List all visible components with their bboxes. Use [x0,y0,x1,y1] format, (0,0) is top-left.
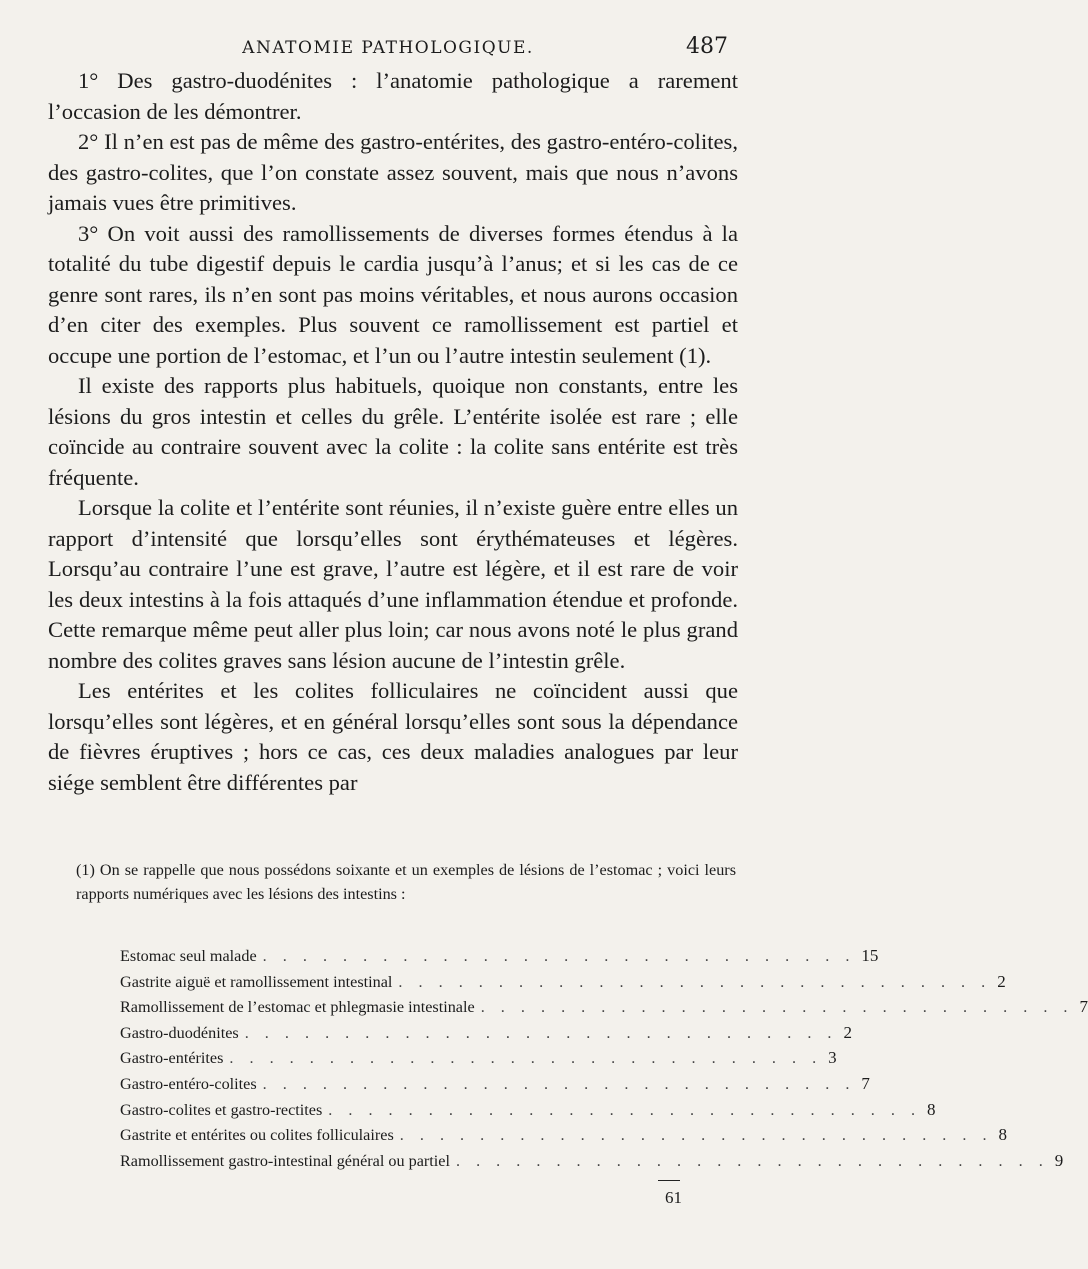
stat-label: Estomac seul malade [120,947,257,965]
stat-value: 3 [828,1048,837,1068]
stat-row [120,946,879,972]
dot-leader: . . . . . . . . . . . . . . . . . . . . . . . . . . . . . . [328,1100,922,1119]
stat-row [120,971,1006,998]
stat-label: Gastro-entérites [120,1049,224,1068]
stat-label: Gastrite et entérites ou colites folliculaires [120,1126,394,1145]
stat-value: 15 [861,946,879,965]
paragraph: Les entérites et les colites folliculaires ne coïncident aussi que lorsqu’elles sont légères, et en général lorsqu’elles sont sous la dépendance de fièvres éruptives ; hors ce cas, ces deux maladies analogues par leur siége semblent être différentes par [48,678,738,795]
running-title: ANATOMIE PATHOLOGIQUE. [242,38,534,58]
stat-value: 9 [1054,1150,1064,1170]
stat-value: 8 [998,1125,1008,1145]
stat-label: Gastrite aiguë et ramollissement intestinal [120,972,393,991]
dot-leader: . . . . . . . . . . . . . . . . . . . . . . . . . . . . . . [229,1049,823,1068]
lesion-statistics-table [120,946,1088,1176]
footnote-text: (1) On se rappelle que nous possédons soixante et un exemples de lésions de l’estomac ; voici leurs rapports numériques avec les lésions des intestins : [76,861,736,903]
paragraph: Lorsque la colite et l’entérite sont réunies, il n’existe guère entre elles un rapport d’intensité que lorsqu’elles sont érythémateuses et légères. Lorsqu’au contraire l’une est grave, l’autre est légère, et il est rare de voir les deux intestins à la fois attaqués d’une inflammation étendue et profonde. Cette remarque même peut aller plus loin; car nous avons noté le plus grand nombre des colites graves sans lésion aucune de l’intestin grêle. [48,495,738,673]
dot-leader: . . . . . . . . . . . . . . . . . . . . . . . . . . . . . . [262,1074,856,1093]
paragraph: 1° Des gastro-duodénites : l’anatomie pathologique a rarement l’occasion de les démontrer. [48,68,738,124]
stat-total: 61 [665,1188,682,1207]
stat-label: Gastro-colites et gastro-rectites [120,1100,323,1119]
dot-leader: . . . . . . . . . . . . . . . . . . . . . . . . . . . . . . [399,1126,993,1145]
stat-row [120,1099,936,1126]
stat-row [120,1125,1008,1151]
stat-value: 2 [997,971,1006,991]
dot-leader: . . . . . . . . . . . . . . . . . . . . . . . . . . . . . . [398,972,992,991]
footnote [76,858,736,906]
dot-leader: . . . . . . . . . . . . . . . . . . . . . . . . . . . . . . [262,947,856,965]
stat-row [120,1150,1064,1177]
stat-value: 2 [843,1022,852,1042]
page-number: 487 [686,34,728,59]
total-rule [658,1180,680,1181]
paragraph: 2° Il n’en est pas de même des gastro-entérites, des gastro-entéro-colites, des gastro-colites, que l’on constate assez souvent, mais que nous n’avons jamais vues être primitives. [48,129,738,215]
paragraph: 3° On voit aussi des ramollissements de diverses formes étendus à la totalité du tube digestif depuis le cardia jusqu’à l’anus; et si les cas de ce genre sont rares, ils n’en sont pas moins véritables, et nous aurons occasion d’en citer des exemples. Plus souvent ce ramollissement est partiel et occupe une portion de l’estomac, et l’un ou l’autre intestin seulement (1). [48,220,738,368]
stat-label: Ramollissement gastro-intestinal général ou partiel [120,1151,450,1170]
paragraph: Il existe des rapports plus habituels, quoique non constants, entre les lésions du gros intestin et celles du grêle. L’entérite isolée est rare ; elle coïncide au contraire souvent avec la colite : la colite sans entérite est très fréquente. [48,373,738,490]
stat-value: 7 [1079,997,1088,1017]
dot-leader: . . . . . . . . . . . . . . . . . . . . . . . . . . . . . . [244,1023,838,1042]
stat-value: 7 [861,1073,870,1093]
body-text [48,66,738,798]
stat-row [120,1048,837,1074]
stat-label: Ramollissement de l’estomac et phlegmasie intestinale [120,998,475,1017]
stat-row [120,1073,870,1100]
stat-label: Gastro-entéro-colites [120,1074,257,1093]
stat-row [120,1022,852,1049]
dot-leader: . . . . . . . . . . . . . . . . . . . . . . . . . . . . . . [480,998,1074,1017]
page-header [48,34,728,68]
dot-leader: . . . . . . . . . . . . . . . . . . . . . . . . . . . . . . [455,1151,1049,1170]
stat-label: Gastro-duodénites [120,1023,239,1042]
stat-row [120,997,1088,1023]
stat-value: 8 [927,1099,936,1119]
